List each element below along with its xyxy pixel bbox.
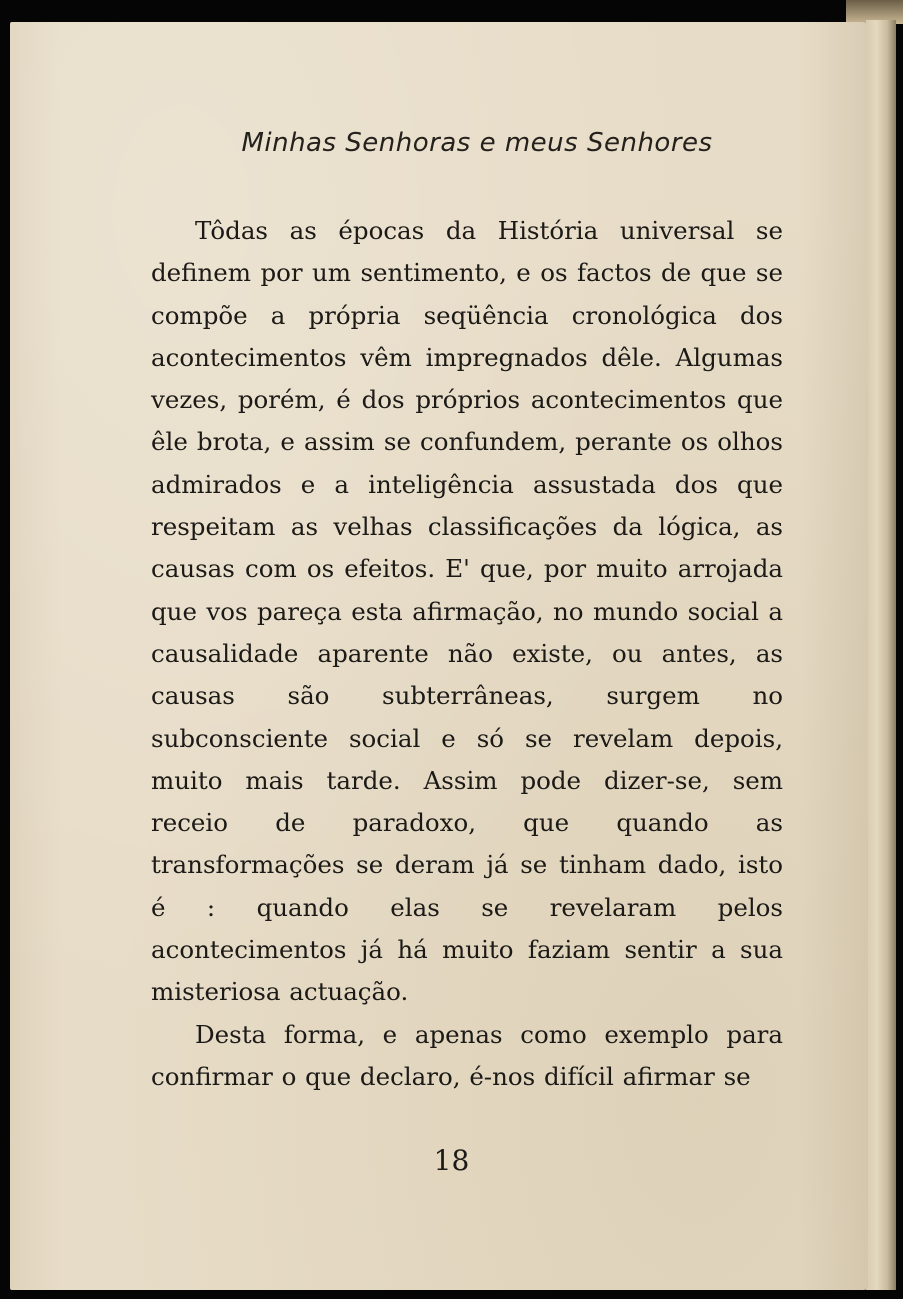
page-number: 18	[433, 1144, 470, 1177]
paragraph-2: Desta forma, e apenas como exemplo para confirmar o que declaro, é-nos difícil afirmar se	[151, 1019, 783, 1091]
salutation-heading: Minhas Senhoras e meus Senhores	[241, 128, 713, 158]
page-edge	[866, 20, 896, 1290]
paragraph-1: Tôdas as épocas da História universal se definem por um sentimento, e os factos de que se compõe a própria seqüência cronológica dos acontecimentos vêm impregnados dêle. Algumas vezes, porém, é dos próprios acontecimentos que êle brota, e assim se confundem, perante os olhos admirados e a inteligência assustada dos que respeitam as velhas classificações da lógica, as causas com os efeitos. E' que, por muito arrojada que vos pareça esta afirmação, no mundo social a causalidade aparente não existe, ou antes, as causas são subterrâneas, surgem no subconsciente social e só se revelam depois, muito mais tarde. Assim pode dizer-se, sem receio de paradoxo, que quando as transformações se deram já se tinham dado, isto é : quando elas se revelaram pelos acontecimentos já há muito faziam sentir a sua misteriosa actuação.	[151, 216, 783, 1007]
page-content	[151, 128, 783, 1098]
